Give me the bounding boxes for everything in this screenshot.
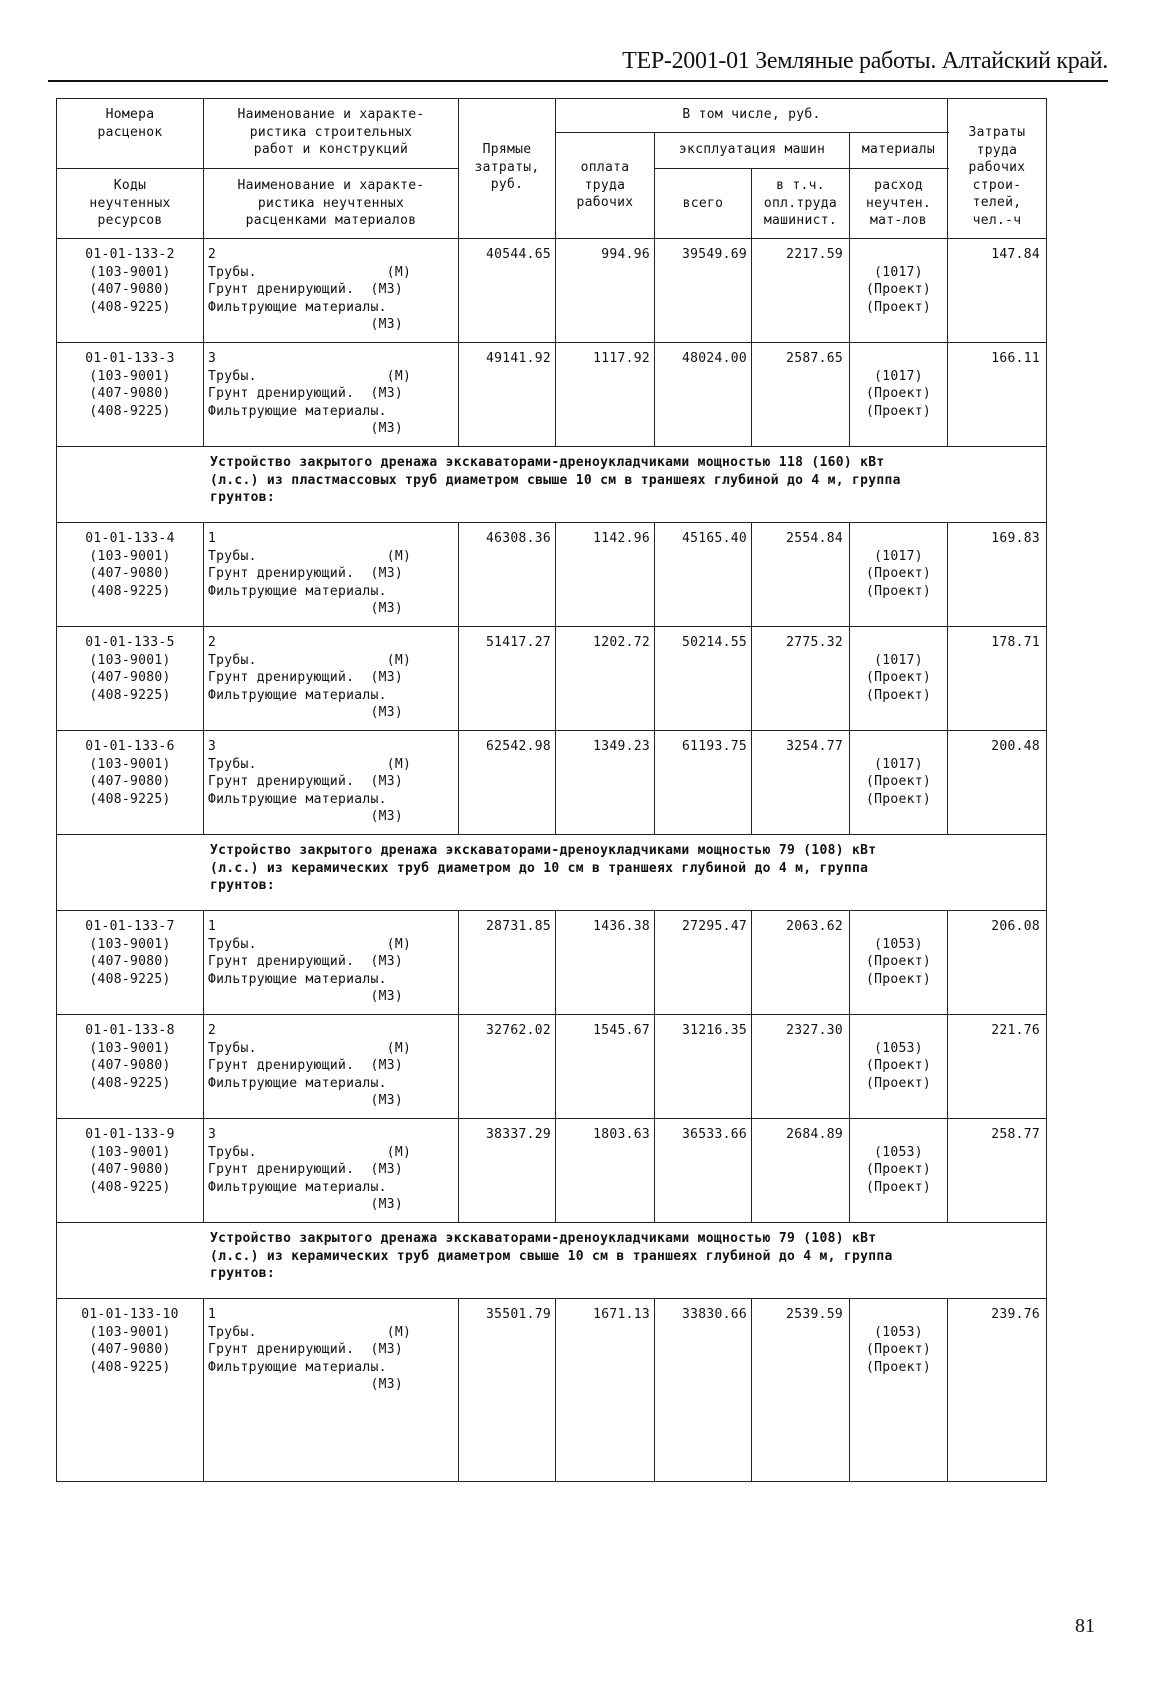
soil-group: 3 [208,739,217,754]
material-list: Трубы. (М) Грунт дренирующий. (М3) Фильтрующие материалы. (М3) [208,652,412,720]
table-top-border [56,98,1047,99]
soil-group: 3 [208,351,217,366]
direct-cost: 32762.02 [485,1023,551,1038]
direct-cost: 35501.79 [485,1307,551,1322]
row-separator [56,522,1047,523]
soil-group: 3 [208,1127,217,1142]
machines-total: 33830.66 [681,1307,747,1322]
header-split-line [56,168,204,169]
labor-hours: 258.77 [991,1127,1040,1142]
header-split-line [655,168,949,169]
machinist-pay: 2063.62 [786,919,843,934]
direct-cost: 51417.27 [485,635,551,650]
row-col-line [203,1014,204,1118]
labor-hours: 147.84 [991,247,1040,262]
rate-code: 01-01-133-5 (103-9001) (407-9080) (408-9225) [85,635,175,703]
row-separator [56,730,1047,731]
machines-total: 48024.00 [681,351,747,366]
row-separator [56,834,1047,835]
direct-cost: 62542.98 [485,739,551,754]
rate-code: 01-01-133-7 (103-9001) (407-9080) (408-9225) [85,919,175,987]
soil-group: 1 [208,1307,217,1322]
labor-pay: 1545.67 [593,1023,650,1038]
row-col-line [203,626,204,730]
material-consumption: (1053) (Проект) (Проект) [865,1144,931,1195]
header-resource-codes: Коды неучтенных ресурсов [89,178,171,228]
header-split-line [204,168,459,169]
soil-group: 2 [208,635,217,650]
row-separator [56,910,1047,911]
row-separator [56,342,1047,343]
rate-code: 01-01-133-8 (103-9001) (407-9080) (408-9225) [85,1023,175,1091]
machines-total: 50214.55 [681,635,747,650]
section-title: Устройство закрытого дренажа экскаваторами-дреноукладчиками мощностью 79 (108) кВт (л.с.) из керамических труб диаметром свыше 10 см в траншеях глубиной до 4 м, группа грунтов: [210,1231,893,1281]
header-direct-costs: Прямые затраты, руб. [474,142,540,192]
soil-group: 2 [208,247,217,262]
labor-pay: 1142.96 [593,531,650,546]
material-consumption: (1053) (Проект) (Проект) [865,1040,931,1091]
header-including: В том числе, руб. [682,107,821,122]
labor-hours: 178.71 [991,635,1040,650]
row-col-line [555,1298,556,1481]
machinist-pay: 2217.59 [786,247,843,262]
material-consumption: (1017) (Проект) (Проект) [865,264,931,315]
table-right-border [1046,98,1047,1482]
material-list: Трубы. (М) Грунт дренирующий. (М3) Фильтрующие материалы. (М3) [208,1324,412,1392]
row-separator [56,1014,1047,1015]
row-separator [56,626,1047,627]
rate-code: 01-01-133-3 (103-9001) (407-9080) (408-9225) [85,351,175,419]
direct-cost: 46308.36 [485,531,551,546]
header-materials: материалы [861,142,936,157]
header-split-line [556,132,949,133]
machinist-pay: 2554.84 [786,531,843,546]
rate-code: 01-01-133-6 (103-9001) (407-9080) (408-9225) [85,739,175,807]
material-consumption: (1017) (Проект) (Проект) [865,652,931,703]
rate-code: 01-01-133-9 (103-9001) (407-9080) (408-9225) [85,1127,175,1195]
row-col-line [654,1298,655,1481]
row-separator [56,1222,1047,1223]
row-col-line [203,1298,204,1481]
header-labor-hours: Затраты труда рабочих строи- телей, чел.-ч [968,125,1026,228]
rate-code: 01-01-133-4 (103-9001) (407-9080) (408-9225) [85,531,175,599]
labor-pay: 1202.72 [593,635,650,650]
material-list: Трубы. (М) Грунт дренирующий. (М3) Фильтрующие материалы. (М3) [208,756,412,824]
machines-total: 31216.35 [681,1023,747,1038]
rate-code: 01-01-133-10 (103-9001) (407-9080) (408-9225) [81,1307,179,1375]
header-material-name: Наименование и характе- ристика неучтенных расценками материалов [237,178,425,228]
material-list: Трубы. (М) Грунт дренирующий. (М3) Фильтрующие материалы. (М3) [208,1144,412,1212]
table-bottom-border [56,1481,1047,1482]
material-consumption: (1017) (Проект) (Проект) [865,368,931,419]
row-col-line [203,238,204,342]
labor-pay: 994.96 [601,247,650,262]
header-rate-numbers: Номера расценок [97,107,163,140]
machinist-pay: 2587.65 [786,351,843,366]
row-col-line [947,1298,948,1481]
page-header-title: ТЕР-2001-01 Земляные работы. Алтайский край. [622,48,1108,74]
machinist-pay: 2684.89 [786,1127,843,1142]
material-consumption: (1017) (Проект) (Проект) [865,756,931,807]
direct-cost: 40544.65 [485,247,551,262]
labor-pay: 1671.13 [593,1307,650,1322]
direct-cost: 38337.29 [485,1127,551,1142]
machines-total: 45165.40 [681,531,747,546]
row-col-line [203,522,204,626]
labor-hours: 169.83 [991,531,1040,546]
labor-pay: 1803.63 [593,1127,650,1142]
machines-total: 39549.69 [681,247,747,262]
header-rule [48,80,1108,82]
header-work-name: Наименование и характе- ристика строительных работ и конструкций [237,107,425,157]
labor-hours: 239.76 [991,1307,1040,1322]
page-number: 81 [1075,1615,1095,1637]
material-list: Трубы. (М) Грунт дренирующий. (М3) Фильтрующие материалы. (М3) [208,368,412,436]
direct-cost: 28731.85 [485,919,551,934]
soil-group: 1 [208,919,217,934]
row-separator [56,1118,1047,1119]
row-col-line [751,1298,752,1481]
header-machines-total: всего [682,196,724,211]
row-separator [56,1298,1047,1299]
material-list: Трубы. (М) Грунт дренирующий. (М3) Фильтрующие материалы. (М3) [208,936,412,1004]
row-col-line [203,342,204,446]
row-col-line [458,1298,459,1481]
section-title: Устройство закрытого дренажа экскаваторами-дреноукладчиками мощностью 118 (160) кВт (л.с.) из пластмассовых труб диаметром свыше 10 см в траншеях глубиной до 4 м, группа грунтов: [210,455,901,505]
header-machinist-pay: в т.ч. опл.труда машинист. [763,178,838,228]
row-col-line [203,910,204,1014]
machines-total: 61193.75 [681,739,747,754]
labor-hours: 221.76 [991,1023,1040,1038]
material-list: Трубы. (М) Грунт дренирующий. (М3) Фильтрующие материалы. (М3) [208,548,412,616]
labor-hours: 206.08 [991,919,1040,934]
machinist-pay: 2775.32 [786,635,843,650]
material-consumption: (1053) (Проект) (Проект) [865,1324,931,1375]
table-header-bottom [56,238,1047,239]
machinist-pay: 3254.77 [786,739,843,754]
labor-hours: 166.11 [991,351,1040,366]
machines-total: 27295.47 [681,919,747,934]
rate-code: 01-01-133-2 (103-9001) (407-9080) (408-9225) [85,247,175,315]
machines-total: 36533.66 [681,1127,747,1142]
material-list: Трубы. (М) Грунт дренирующий. (М3) Фильтрующие материалы. (М3) [208,264,412,332]
labor-pay: 1117.92 [593,351,650,366]
machinist-pay: 2539.59 [786,1307,843,1322]
labor-pay: 1436.38 [593,919,650,934]
material-consumption: (1053) (Проект) (Проект) [865,936,931,987]
header-labor-pay: оплата труда рабочих [576,160,634,210]
machinist-pay: 2327.30 [786,1023,843,1038]
material-consumption: (1017) (Проект) (Проект) [865,548,931,599]
section-title: Устройство закрытого дренажа экскаваторами-дреноукладчиками мощностью 79 (108) кВт (л.с.) из керамических труб диаметром до 10 см в траншеях глубиной до 4 м, группа грунтов: [210,843,877,893]
labor-hours: 200.48 [991,739,1040,754]
row-col-line [203,730,204,834]
labor-pay: 1349.23 [593,739,650,754]
row-col-line [203,1118,204,1222]
header-machine-operation: эксплуатация машин [678,142,826,157]
row-separator [56,446,1047,447]
header-material-consumption: расход неучтен. мат-лов [865,178,931,228]
material-list: Трубы. (М) Грунт дренирующий. (М3) Фильтрующие материалы. (М3) [208,1040,412,1108]
soil-group: 1 [208,531,217,546]
soil-group: 2 [208,1023,217,1038]
direct-cost: 49141.92 [485,351,551,366]
